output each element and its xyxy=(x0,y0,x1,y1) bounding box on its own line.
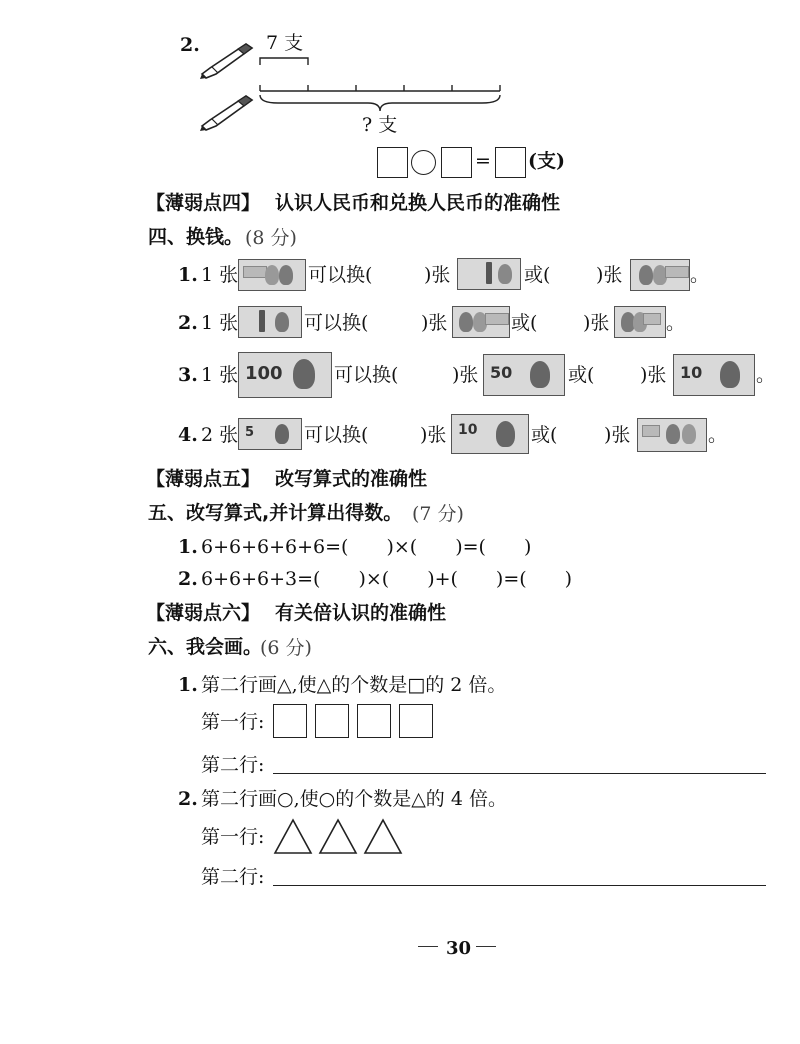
operator-circle[interactable] xyxy=(411,150,436,175)
square-shape xyxy=(315,704,349,738)
or-text: 或( xyxy=(531,424,558,446)
item-prefix: 1 张 xyxy=(201,364,239,386)
zhang-text: )张 xyxy=(640,364,667,386)
banknote-image xyxy=(457,258,521,290)
equals-sign: = xyxy=(475,150,491,172)
banknote-image: 10 xyxy=(673,354,755,396)
exchange-text: 可以换( xyxy=(308,264,373,286)
row-label: 第二行: xyxy=(201,866,265,888)
weak-point-title: 改写算式的准确性 xyxy=(275,468,428,490)
pen-icon xyxy=(198,92,256,132)
bottom-brace-label: ? 支 xyxy=(362,114,398,136)
zhang-text: )张 xyxy=(420,424,447,446)
banknote-image: 100 xyxy=(238,352,332,398)
weak-point-title: 有关倍认识的准确性 xyxy=(275,602,447,624)
row-label: 第二行: xyxy=(201,754,265,776)
period: 。 xyxy=(756,364,776,386)
equation-text: 6+6+6+6+6=( )×( )=( ) xyxy=(201,536,532,558)
exchange-text: 可以换( xyxy=(304,424,369,446)
unit-label: (支) xyxy=(528,150,565,172)
page-number: 30 xyxy=(446,938,472,959)
period: 。 xyxy=(708,424,728,446)
banknote-image xyxy=(238,306,302,338)
section-score: (8 分) xyxy=(245,227,297,249)
exchange-text: 可以换( xyxy=(334,364,399,386)
period: 。 xyxy=(690,264,710,286)
question-number: 2. xyxy=(180,34,200,56)
section-heading: 四、换钱。 xyxy=(148,226,244,248)
item-number: 4. xyxy=(178,424,198,446)
triangle-shape xyxy=(320,820,356,853)
banknote-image xyxy=(452,306,510,338)
answer-box[interactable] xyxy=(377,147,408,178)
zhang-text: )张 xyxy=(421,312,448,334)
item-number: 2. xyxy=(178,788,198,810)
weak-point-tag: 【薄弱点五】 xyxy=(146,468,261,490)
equation-text: 6+6+6+3=( )×( )+( )=( ) xyxy=(201,568,573,590)
answer-box[interactable] xyxy=(441,147,472,178)
or-text: 或( xyxy=(524,264,551,286)
top-bracket-label: 7 支 xyxy=(266,32,304,54)
item-number: 2. xyxy=(178,312,198,334)
answer-line[interactable] xyxy=(273,885,766,886)
item-number: 1. xyxy=(178,264,198,286)
page-number-dash xyxy=(476,946,496,947)
banknote-image: 50 xyxy=(483,354,565,396)
triangle-shape xyxy=(275,820,311,853)
item-prefix: 1 张 xyxy=(201,312,239,334)
banknote-image xyxy=(614,306,666,338)
instruction-text: 第二行画○,使○的个数是△的 4 倍。 xyxy=(201,788,507,810)
period: 。 xyxy=(666,312,686,334)
zhang-text: )张 xyxy=(596,264,623,286)
item-number: 2. xyxy=(178,568,198,590)
row-label: 第一行: xyxy=(201,826,265,848)
item-prefix: 2 张 xyxy=(201,424,239,446)
banknote-image: 5 xyxy=(238,418,302,450)
zhang-text: )张 xyxy=(424,264,451,286)
square-shape xyxy=(273,704,307,738)
page-number-dash xyxy=(418,946,438,947)
section-heading: 五、改写算式,并计算出得数。 xyxy=(148,502,403,524)
weak-point-tag: 【薄弱点六】 xyxy=(146,602,261,624)
weak-point-tag: 【薄弱点四】 xyxy=(146,192,261,214)
banknote-image: 10 xyxy=(451,414,529,454)
or-text: 或( xyxy=(511,312,538,334)
zhang-text: )张 xyxy=(604,424,631,446)
triangle-shape xyxy=(365,820,401,853)
item-number: 1. xyxy=(178,674,198,696)
banknote-image xyxy=(238,259,306,291)
weak-point-title: 认识人民币和兑换人民币的准确性 xyxy=(275,192,561,214)
banknote-image xyxy=(637,418,707,452)
zhang-text: )张 xyxy=(452,364,479,386)
section-score: (6 分) xyxy=(260,637,312,659)
zhang-text: )张 xyxy=(583,312,610,334)
row-label: 第一行: xyxy=(201,711,265,733)
item-number: 3. xyxy=(178,364,198,386)
square-shape xyxy=(357,704,391,738)
item-number: 1. xyxy=(178,536,198,558)
item-prefix: 1 张 xyxy=(201,264,239,286)
section-heading: 六、我会画。 xyxy=(148,636,263,658)
square-shape xyxy=(399,704,433,738)
section-score: (7 分) xyxy=(412,503,464,525)
banknote-image xyxy=(630,259,690,291)
or-text: 或( xyxy=(568,364,595,386)
exchange-text: 可以换( xyxy=(304,312,369,334)
answer-line[interactable] xyxy=(273,773,766,774)
pen-icon xyxy=(198,40,256,80)
answer-box[interactable] xyxy=(495,147,526,178)
triangle-shapes xyxy=(273,818,408,860)
instruction-text: 第二行画△,使△的个数是□的 2 倍。 xyxy=(201,674,507,696)
